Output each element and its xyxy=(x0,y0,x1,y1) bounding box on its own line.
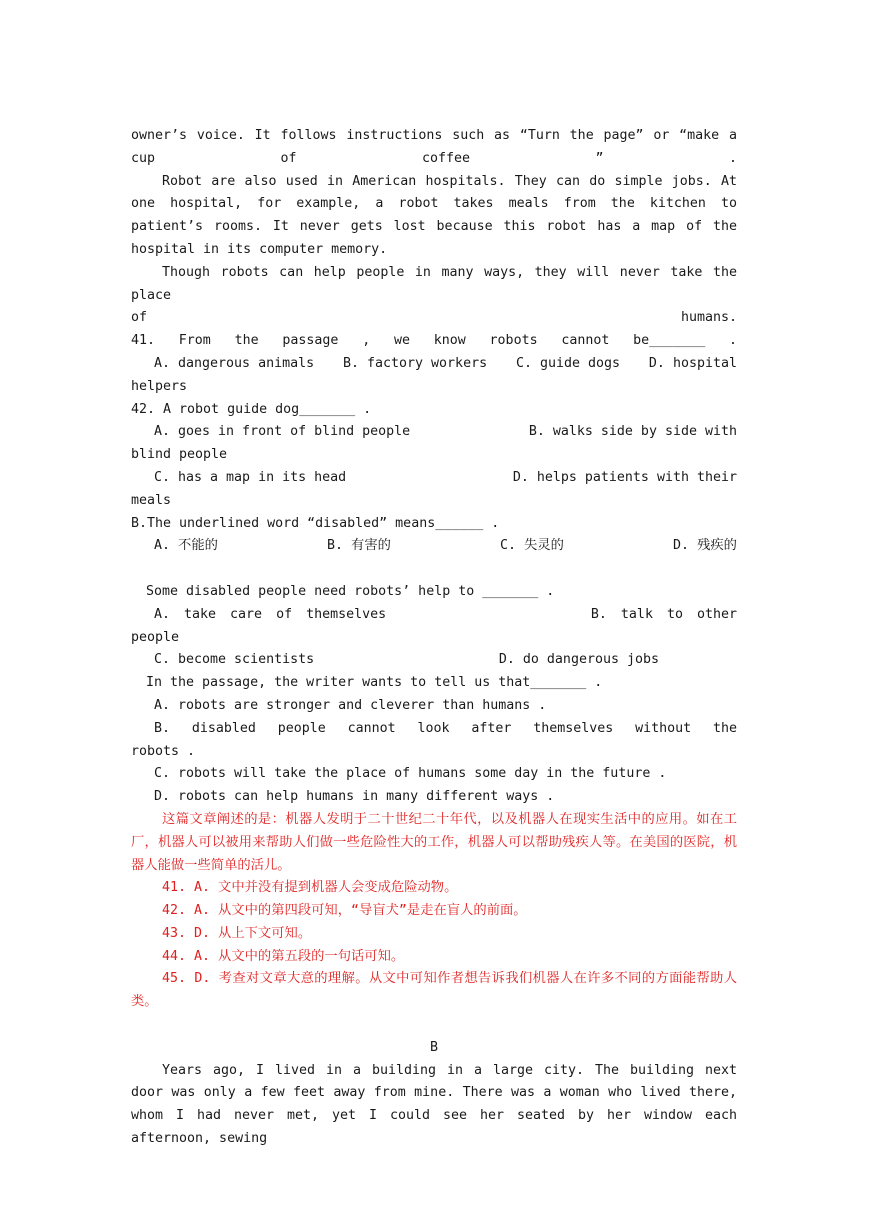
option-d-continuation: meals xyxy=(131,492,172,508)
question-45-stem: In the passage, the writer wants to tell us that_______ . xyxy=(146,675,603,691)
answer-41: 41. A. 文中并没有提到机器人会变成危险动物。 xyxy=(162,880,458,896)
question-44-options-ab xyxy=(131,604,737,627)
question-44-options-cd xyxy=(131,649,737,672)
question-44-stem: Some disabled people need robots’ help to _______ . xyxy=(146,583,555,599)
question-41-stem: 41. From the passage , we know robots cannot be_______ . xyxy=(131,333,737,349)
option-c: C. become scientists xyxy=(154,652,315,668)
option-d: D. robots can help humans in many different ways . xyxy=(154,789,555,805)
option-d: D. do dangerous jobs xyxy=(498,652,659,668)
option-a: A. take care of themselves xyxy=(154,606,387,622)
option-d: D. hospital xyxy=(648,355,737,371)
passage-a-line: owner’s voice. It follows instructions such as “Turn the page” or “make a xyxy=(131,128,737,143)
option-c: C. guide dogs xyxy=(515,355,621,371)
option-a: A. goes in front of blind people xyxy=(154,424,411,440)
passage-a-line: of humans. xyxy=(131,310,737,326)
question-42-options-ab xyxy=(131,421,737,444)
spacer xyxy=(131,1014,737,1037)
answer-42: 42. A. 从文中的第四段可知，“导盲犬”是走在盲人的前面。 xyxy=(162,903,527,919)
answer-43: 43. D. 从上下文可知。 xyxy=(162,925,312,941)
passage-a-line: Though robots can help people in many ways, they will never take the place xyxy=(131,264,737,303)
option-b: B. factory workers xyxy=(342,355,488,371)
option-d: D. helps patients with their xyxy=(512,469,737,485)
question-42-options-cd xyxy=(131,467,737,490)
answer-44: 44. A. 从文中的第五段的一句话可知。 xyxy=(162,948,405,964)
passage-a-line: cup of coffee ” . xyxy=(131,150,737,166)
question-43-stem: B.The underlined word “disabled” means______ . xyxy=(131,515,500,531)
passage-a-paragraph: Robot are also used in American hospitals. They can do simple jobs. At one hospital, for example, a robot takes meals from the kitchen to patient’s rooms. It never gets lost because this robot has a map of the hospital in its computer memory. xyxy=(131,173,737,257)
option-b: B. 有害的 xyxy=(327,538,391,554)
question-41-options xyxy=(131,353,737,376)
option-b-continuation: blind people xyxy=(131,447,228,463)
answer-45: 45. D. 考查对文章大意的理解。从文中可知作者想告诉我们机器人在许多不同的方面能帮助人类。 xyxy=(131,971,737,1010)
option-b-continuation: people xyxy=(131,629,180,645)
option-c: C. 失灵的 xyxy=(500,538,564,554)
section-heading: B xyxy=(429,1039,438,1055)
explanation-summary: 这篇文章阐述的是：机器人发明于二十世纪二十年代，以及机器人在现实生活中的应用。如在工厂，机器人可以被用来帮助人们做一些危险性大的工作，机器人可以帮助残疾人等。在美国的医院，机器人能做一些简单的活儿。 xyxy=(131,811,737,873)
option-b: B. disabled people cannot look after themselves without the xyxy=(154,720,737,736)
option-d-continuation: helpers xyxy=(131,378,188,394)
question-42-stem: 42. A robot guide dog_______ . xyxy=(131,401,372,417)
option-b: B. talk to other xyxy=(590,606,737,622)
option-c: C. has a map in its head xyxy=(154,469,347,485)
option-b-continuation: robots . xyxy=(131,743,196,759)
document-page xyxy=(131,125,737,1151)
spacer xyxy=(131,558,737,581)
option-a: A. 不能的 xyxy=(154,538,218,554)
question-43-options xyxy=(131,535,737,558)
option-b: B. walks side by side with xyxy=(528,424,737,440)
option-d: D. 残疾的 xyxy=(673,538,737,554)
option-c: C. robots will take the place of humans some day in the future . xyxy=(154,766,667,782)
option-a: A. dangerous animals xyxy=(154,355,315,371)
passage-b-paragraph: Years ago, I lived in a building in a large city. The building next door was only a few feet away from mine. There was a woman who lived there, whom I had never met, yet I could see her seated by her window each afternoon, sewing xyxy=(131,1062,737,1147)
option-a: A. robots are stronger and cleverer than humans . xyxy=(154,697,547,713)
